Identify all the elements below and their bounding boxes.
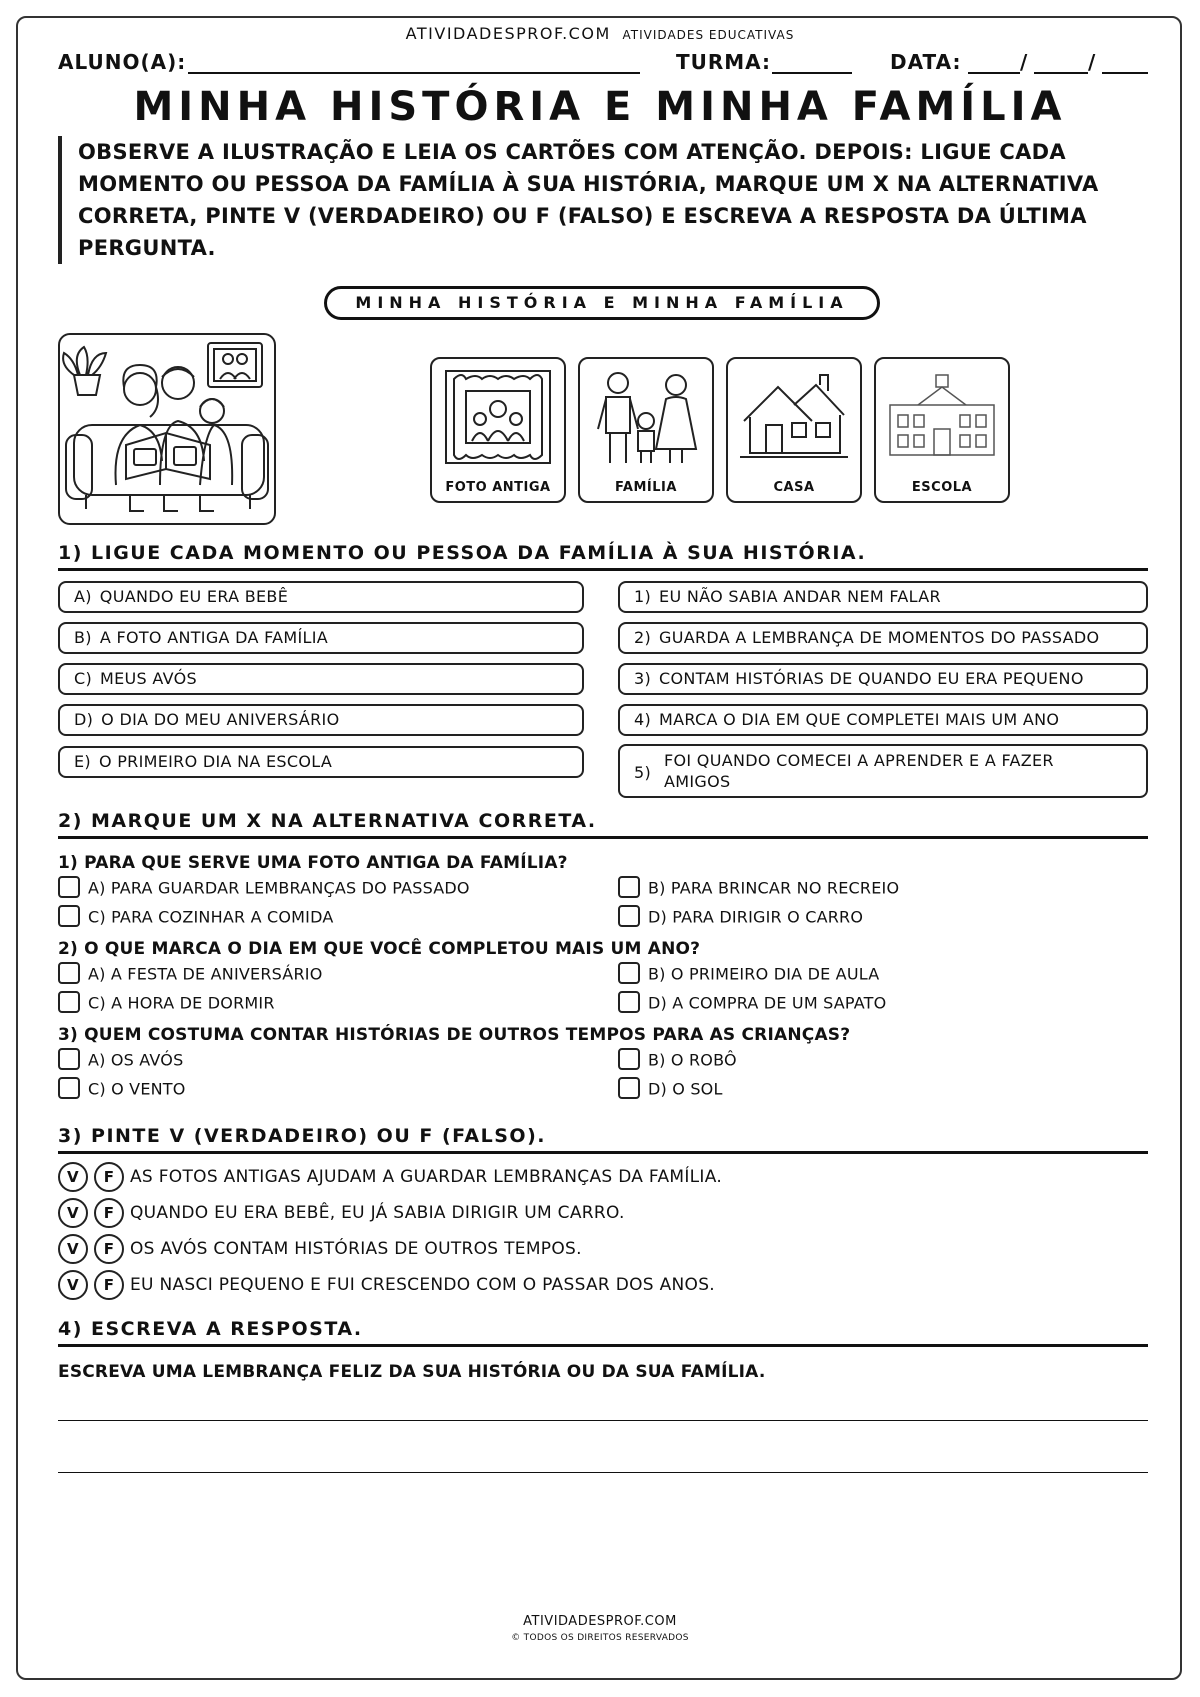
- section1-title: 1) LIGUE CADA MOMENTO OU PESSOA DA FAMÍLIA À SUA HISTÓRIA.: [58, 542, 867, 564]
- option-2a[interactable]: A) A FESTA DE ANIVERSÁRIO: [58, 964, 322, 986]
- section4-rule: [58, 1344, 1148, 1347]
- option-2b[interactable]: B) O PRIMEIRO DIA DE AULA: [618, 964, 879, 986]
- option-3c[interactable]: C) O VENTO: [58, 1079, 186, 1101]
- option-1b[interactable]: B) PARA BRINCAR NO RECREIO: [618, 878, 899, 900]
- turma-field[interactable]: [772, 72, 852, 74]
- banner: MINHA HISTÓRIA E MINHA FAMÍLIA: [324, 286, 880, 320]
- tf-statement: QUANDO EU ERA BEBÊ, EU JÁ SABIA DIRIGIR UM CARRO.: [130, 1203, 625, 1223]
- match-left-e[interactable]: E) O PRIMEIRO DIA NA ESCOLA: [58, 746, 584, 778]
- match-right-5[interactable]: 5) FOI QUANDO COMECEI A APRENDER E A FAZER AMIGOS: [618, 744, 1148, 798]
- section2-title: 2) MARQUE UM X NA ALTERNATIVA CORRETA.: [58, 810, 597, 832]
- site-tag: ATIVIDADES EDUCATIVAS: [622, 28, 795, 42]
- tf-statement: OS AVÓS CONTAM HISTÓRIAS DE OUTROS TEMPOS.: [130, 1239, 582, 1259]
- tf-row-4: [58, 1270, 715, 1300]
- school-icon: [884, 365, 1000, 469]
- checkbox[interactable]: [618, 962, 640, 984]
- family-sofa-icon: [60, 335, 274, 523]
- checkbox[interactable]: [58, 1048, 80, 1070]
- checkbox[interactable]: [618, 1077, 640, 1099]
- page-frame: [16, 16, 1182, 1680]
- family-sofa-illustration: [58, 333, 276, 525]
- checkbox[interactable]: [58, 1077, 80, 1099]
- data-sep-1: /: [1020, 50, 1029, 74]
- tf-row-3: [58, 1234, 582, 1264]
- checkbox[interactable]: [58, 962, 80, 984]
- checkbox[interactable]: [618, 1048, 640, 1070]
- tf-statement: AS FOTOS ANTIGAS AJUDAM A GUARDAR LEMBRANÇAS DA FAMÍLIA.: [130, 1167, 723, 1187]
- card-label: CASA: [773, 480, 815, 495]
- data-month-field[interactable]: [1034, 72, 1088, 74]
- match-right-3[interactable]: 3) CONTAM HISTÓRIAS DE QUANDO EU ERA PEQUENO: [618, 663, 1148, 695]
- f-circle[interactable]: F: [94, 1198, 124, 1228]
- v-circle[interactable]: V: [58, 1162, 88, 1192]
- question-3: 3) QUEM COSTUMA CONTAR HISTÓRIAS DE OUTROS TEMPOS PARA AS CRIANÇAS?: [58, 1025, 851, 1045]
- tf-row-1: [58, 1162, 722, 1192]
- f-circle[interactable]: F: [94, 1162, 124, 1192]
- option-3a[interactable]: A) OS AVÓS: [58, 1050, 183, 1072]
- site-name: ATIVIDADESPROF.COM: [405, 24, 611, 43]
- footer-rights: © TODOS OS DIREITOS RESERVADOS: [511, 1633, 689, 1643]
- option-1c[interactable]: C) PARA COZINHAR A COMIDA: [58, 907, 333, 929]
- section1-rule: [58, 568, 1148, 571]
- data-day-field[interactable]: [968, 72, 1020, 74]
- turma-label: TURMA:: [676, 50, 772, 74]
- option-2d[interactable]: D) A COMPRA DE UM SAPATO: [618, 993, 886, 1015]
- f-circle[interactable]: F: [94, 1234, 124, 1264]
- match-right-2[interactable]: 2) GUARDA A LEMBRANÇA DE MOMENTOS DO PASSADO: [618, 622, 1148, 654]
- aluno-label: ALUNO(A):: [58, 50, 187, 74]
- option-3b[interactable]: B) O ROBÔ: [618, 1050, 737, 1072]
- f-circle[interactable]: F: [94, 1270, 124, 1300]
- family-icon: [588, 365, 704, 469]
- section4-prompt: ESCREVA UMA LEMBRANÇA FELIZ DA SUA HISTÓRIA OU DA SUA FAMÍLIA.: [58, 1362, 766, 1382]
- card-familia: [578, 357, 714, 503]
- card-casa: [726, 357, 862, 503]
- card-foto-antiga: [430, 357, 566, 503]
- checkbox[interactable]: [58, 905, 80, 927]
- section3-rule: [58, 1151, 1148, 1154]
- aluno-field[interactable]: [188, 72, 640, 74]
- section3-title: 3) PINTE V (VERDADEIRO) OU F (FALSO).: [58, 1125, 546, 1147]
- v-circle[interactable]: V: [58, 1234, 88, 1264]
- data-year-field[interactable]: [1102, 72, 1148, 74]
- match-left-c[interactable]: C) MEUS AVÓS: [58, 663, 584, 695]
- tf-row-2: [58, 1198, 625, 1228]
- checkbox[interactable]: [618, 905, 640, 927]
- card-label: FOTO ANTIGA: [445, 480, 551, 495]
- match-left-d[interactable]: D) O DIA DO MEU ANIVERSÁRIO: [58, 704, 584, 736]
- site-header: [0, 24, 1200, 43]
- card-label: ESCOLA: [911, 480, 973, 495]
- checkbox[interactable]: [58, 876, 80, 898]
- card-label: FAMÍLIA: [615, 480, 677, 495]
- option-1d[interactable]: D) PARA DIRIGIR O CARRO: [618, 907, 863, 929]
- match-left-a[interactable]: A) QUANDO EU ERA BEBÊ: [58, 581, 584, 613]
- checkbox[interactable]: [618, 876, 640, 898]
- match-left-b[interactable]: B) A FOTO ANTIGA DA FAMÍLIA: [58, 622, 584, 654]
- v-circle[interactable]: V: [58, 1270, 88, 1300]
- footer-site: ATIVIDADESPROF.COM: [523, 1614, 677, 1629]
- option-3d[interactable]: D) O SOL: [618, 1079, 723, 1101]
- house-icon: [736, 365, 852, 469]
- answer-line-1[interactable]: [58, 1420, 1148, 1421]
- checkbox[interactable]: [58, 991, 80, 1013]
- answer-line-2[interactable]: [58, 1472, 1148, 1473]
- v-circle[interactable]: V: [58, 1198, 88, 1228]
- section2-rule: [58, 836, 1148, 839]
- option-2c[interactable]: C) A HORA DE DORMIR: [58, 993, 275, 1015]
- old-photo-icon: [440, 365, 556, 469]
- checkbox[interactable]: [618, 991, 640, 1013]
- option-1a[interactable]: A) PARA GUARDAR LEMBRANÇAS DO PASSADO: [58, 878, 470, 900]
- data-sep-2: /: [1088, 50, 1097, 74]
- tf-statement: EU NASCI PEQUENO E FUI CRESCENDO COM O PASSAR DOS ANOS.: [130, 1275, 716, 1295]
- section4-title: 4) ESCREVA A RESPOSTA.: [58, 1318, 363, 1340]
- question-1: 1) PARA QUE SERVE UMA FOTO ANTIGA DA FAMÍLIA?: [58, 853, 568, 873]
- match-right-4[interactable]: 4) MARCA O DIA EM QUE COMPLETEI MAIS UM ANO: [618, 704, 1148, 736]
- data-label: DATA:: [890, 50, 962, 74]
- question-2: 2) O QUE MARCA O DIA EM QUE VOCÊ COMPLETOU MAIS UM ANO?: [58, 939, 701, 959]
- page-title: MINHA HISTÓRIA E MINHA FAMÍLIA: [133, 84, 1067, 130]
- match-right-1[interactable]: 1) EU NÃO SABIA ANDAR NEM FALAR: [618, 581, 1148, 613]
- instructions: OBSERVE A ILUSTRAÇÃO E LEIA OS CARTÕES COM ATENÇÃO. DEPOIS: LIGUE CADA MOMENTO OU PESSOA DA FAMÍLIA À SUA HISTÓRIA, MARQUE UM X NA ALTERNATIVA CORRETA, PINTE V (VERDADEIRO) OU F (FALSO) E ESCREVA A RESPOSTA DA ÚLTIMA PERGUNTA.: [58, 136, 1138, 264]
- card-escola: [874, 357, 1010, 503]
